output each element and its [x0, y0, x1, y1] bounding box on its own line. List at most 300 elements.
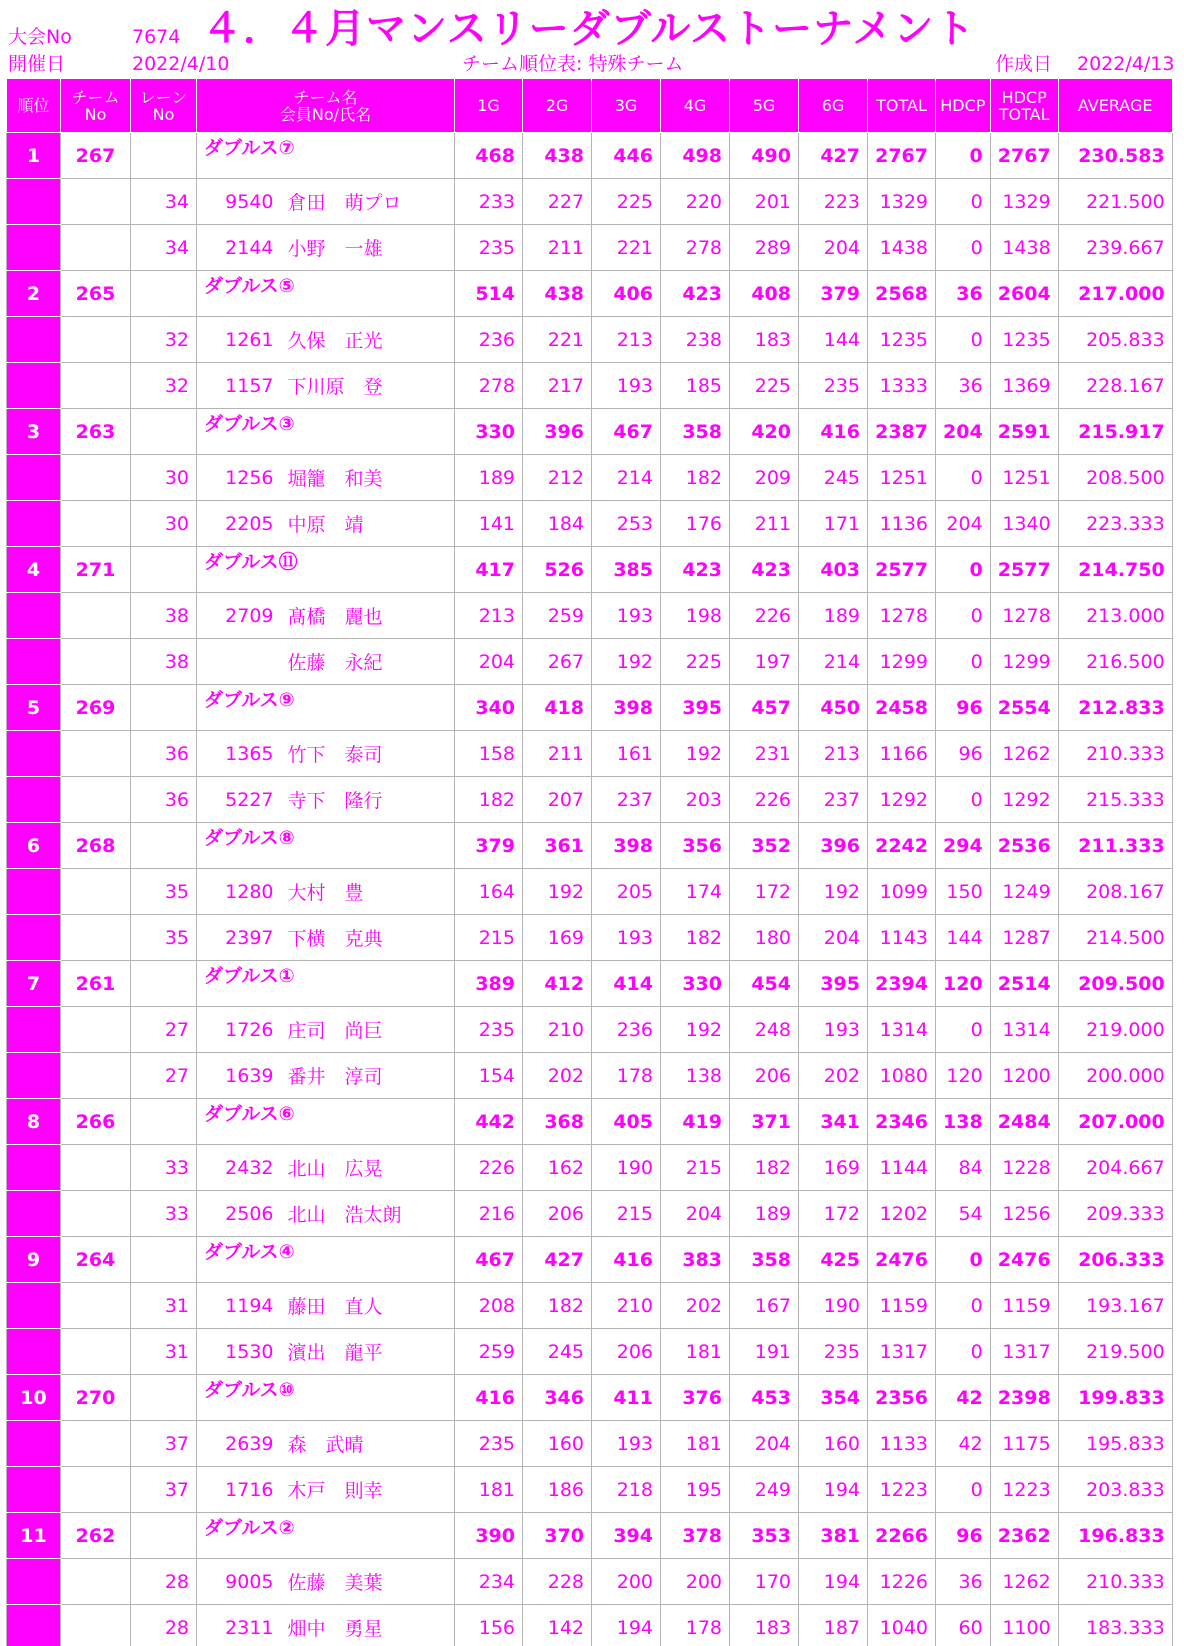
- average-cell: 204.667: [1058, 1145, 1172, 1191]
- game-5-cell: 352: [730, 823, 799, 869]
- game-6-cell: 189: [799, 593, 868, 639]
- rank-cell: [7, 1421, 61, 1467]
- header-row: [7, 79, 1173, 133]
- team-no-cell: [61, 501, 131, 547]
- game-6-cell: 450: [799, 685, 868, 731]
- game-3-cell: 210: [592, 1283, 661, 1329]
- rank-cell: 6: [7, 823, 61, 869]
- game-1-cell: 236: [455, 317, 523, 363]
- rank-cell: 5: [7, 685, 61, 731]
- total-cell: 2356: [868, 1375, 936, 1421]
- team-no-cell: 268: [61, 823, 131, 869]
- hdcp-total-cell: 1223: [990, 1467, 1058, 1513]
- col-g6: 6G: [799, 79, 868, 133]
- game-4-cell: 181: [661, 1329, 730, 1375]
- hdcp-cell: 150: [936, 869, 991, 915]
- game-4-cell: 202: [661, 1283, 730, 1329]
- game-3-cell: 405: [592, 1099, 661, 1145]
- game-3-cell: 237: [592, 777, 661, 823]
- average-cell: 207.000: [1058, 1099, 1172, 1145]
- member-row: [7, 1283, 1173, 1329]
- game-2-cell: 202: [523, 1053, 592, 1099]
- col-lane-no: レーン No: [131, 79, 197, 133]
- hdcp-total-cell: 2767: [990, 133, 1058, 179]
- hdcp-total-cell: 1314: [990, 1007, 1058, 1053]
- member-no-cell: 1157: [197, 363, 281, 409]
- team-name-cell: ダブルス④: [197, 1237, 455, 1283]
- team-row: [7, 1375, 1173, 1421]
- game-4-cell: 200: [661, 1559, 730, 1605]
- member-no-cell: 2432: [197, 1145, 281, 1191]
- lane-cell: [131, 961, 197, 1007]
- game-6-cell: 169: [799, 1145, 868, 1191]
- game-2-cell: 267: [523, 639, 592, 685]
- game-5-cell: 371: [730, 1099, 799, 1145]
- game-3-cell: 161: [592, 731, 661, 777]
- total-cell: 2346: [868, 1099, 936, 1145]
- team-no-cell: [61, 1191, 131, 1237]
- game-2-cell: 245: [523, 1329, 592, 1375]
- col-team-no: チーム No: [61, 79, 131, 133]
- game-5-cell: 183: [730, 1605, 799, 1646]
- member-row: [7, 639, 1173, 685]
- total-cell: 1202: [868, 1191, 936, 1237]
- hdcp-cell: 0: [936, 225, 991, 271]
- team-no-cell: [61, 1467, 131, 1513]
- member-no-cell: 1716: [197, 1467, 281, 1513]
- hdcp-cell: 0: [936, 1329, 991, 1375]
- game-6-cell: 395: [799, 961, 868, 1007]
- total-cell: 1144: [868, 1145, 936, 1191]
- lane-cell: 35: [131, 915, 197, 961]
- hdcp-cell: 96: [936, 1513, 991, 1559]
- total-cell: 1080: [868, 1053, 936, 1099]
- game-2-cell: 182: [523, 1283, 592, 1329]
- game-6-cell: 403: [799, 547, 868, 593]
- hdcp-total-cell: 1235: [990, 317, 1058, 363]
- game-2-cell: 438: [523, 133, 592, 179]
- team-no-cell: [61, 593, 131, 639]
- game-4-cell: 383: [661, 1237, 730, 1283]
- game-6-cell: 187: [799, 1605, 868, 1646]
- col-total: TOTAL: [868, 79, 936, 133]
- team-no-cell: 270: [61, 1375, 131, 1421]
- rank-cell: [7, 731, 61, 777]
- col-hdcp-total: HDCP TOTAL: [990, 79, 1058, 133]
- game-2-cell: 206: [523, 1191, 592, 1237]
- game-3-cell: 193: [592, 1421, 661, 1467]
- game-2-cell: 210: [523, 1007, 592, 1053]
- game-1-cell: 278: [455, 363, 523, 409]
- hdcp-total-cell: 2536: [990, 823, 1058, 869]
- hdcp-total-cell: 1262: [990, 731, 1058, 777]
- member-no-cell: 9540: [197, 179, 281, 225]
- game-3-cell: 416: [592, 1237, 661, 1283]
- game-2-cell: 217: [523, 363, 592, 409]
- total-cell: 2767: [868, 133, 936, 179]
- rank-cell: 8: [7, 1099, 61, 1145]
- total-cell: 1143: [868, 915, 936, 961]
- rank-cell: [7, 225, 61, 271]
- rank-cell: 10: [7, 1375, 61, 1421]
- lane-cell: 30: [131, 501, 197, 547]
- game-4-cell: 185: [661, 363, 730, 409]
- game-6-cell: 354: [799, 1375, 868, 1421]
- member-name-cell: 下横 克典: [281, 915, 455, 961]
- member-no-cell: 2205: [197, 501, 281, 547]
- team-no-cell: 262: [61, 1513, 131, 1559]
- team-row: [7, 133, 1173, 179]
- lane-cell: [131, 1513, 197, 1559]
- lane-cell: 34: [131, 179, 197, 225]
- game-2-cell: 368: [523, 1099, 592, 1145]
- game-2-cell: 438: [523, 271, 592, 317]
- lane-cell: [131, 547, 197, 593]
- hdcp-cell: 294: [936, 823, 991, 869]
- average-cell: 223.333: [1058, 501, 1172, 547]
- col-g1: 1G: [455, 79, 523, 133]
- average-cell: 203.833: [1058, 1467, 1172, 1513]
- game-1-cell: 164: [455, 869, 523, 915]
- hdcp-total-cell: 1317: [990, 1329, 1058, 1375]
- total-cell: 1278: [868, 593, 936, 639]
- tournament-no-label: 大会No: [8, 26, 72, 48]
- average-cell: 213.000: [1058, 593, 1172, 639]
- col-rank: 順位: [7, 79, 61, 133]
- member-row: [7, 915, 1173, 961]
- average-cell: 210.333: [1058, 1559, 1172, 1605]
- game-4-cell: 182: [661, 915, 730, 961]
- game-1-cell: 379: [455, 823, 523, 869]
- member-row: [7, 225, 1173, 271]
- game-1-cell: 234: [455, 1559, 523, 1605]
- total-cell: 2458: [868, 685, 936, 731]
- member-no-cell: 5227: [197, 777, 281, 823]
- average-cell: 206.333: [1058, 1237, 1172, 1283]
- game-4-cell: 198: [661, 593, 730, 639]
- member-no-cell: 2144: [197, 225, 281, 271]
- member-row: [7, 593, 1173, 639]
- col-g3: 3G: [592, 79, 661, 133]
- game-5-cell: 182: [730, 1145, 799, 1191]
- game-3-cell: 406: [592, 271, 661, 317]
- game-1-cell: 182: [455, 777, 523, 823]
- game-4-cell: 192: [661, 731, 730, 777]
- rank-cell: 4: [7, 547, 61, 593]
- game-6-cell: 194: [799, 1559, 868, 1605]
- created-label: 作成日: [995, 53, 1053, 75]
- hdcp-cell: 42: [936, 1421, 991, 1467]
- lane-cell: [131, 823, 197, 869]
- average-cell: 221.500: [1058, 179, 1172, 225]
- team-no-cell: [61, 777, 131, 823]
- average-cell: 196.833: [1058, 1513, 1172, 1559]
- team-no-cell: [61, 1007, 131, 1053]
- game-6-cell: 192: [799, 869, 868, 915]
- game-2-cell: 221: [523, 317, 592, 363]
- game-4-cell: 182: [661, 455, 730, 501]
- hdcp-total-cell: 1329: [990, 179, 1058, 225]
- lane-cell: 30: [131, 455, 197, 501]
- game-5-cell: 423: [730, 547, 799, 593]
- average-cell: 205.833: [1058, 317, 1172, 363]
- game-3-cell: 218: [592, 1467, 661, 1513]
- team-row: [7, 1513, 1173, 1559]
- col-g2: 2G: [523, 79, 592, 133]
- rank-cell: 11: [7, 1513, 61, 1559]
- game-3-cell: 192: [592, 639, 661, 685]
- rank-cell: [7, 455, 61, 501]
- member-row: [7, 869, 1173, 915]
- total-cell: 1292: [868, 777, 936, 823]
- member-name-cell: 中原 靖: [281, 501, 455, 547]
- hdcp-total-cell: 1262: [990, 1559, 1058, 1605]
- hdcp-total-cell: 1249: [990, 869, 1058, 915]
- average-cell: 228.167: [1058, 363, 1172, 409]
- total-cell: 2394: [868, 961, 936, 1007]
- hdcp-total-cell: 1100: [990, 1605, 1058, 1646]
- game-3-cell: 194: [592, 1605, 661, 1646]
- total-cell: 2476: [868, 1237, 936, 1283]
- game-3-cell: 394: [592, 1513, 661, 1559]
- hdcp-total-cell: 1299: [990, 639, 1058, 685]
- team-no-cell: [61, 1145, 131, 1191]
- member-row: [7, 1053, 1173, 1099]
- game-4-cell: 423: [661, 547, 730, 593]
- game-2-cell: 160: [523, 1421, 592, 1467]
- game-5-cell: 231: [730, 731, 799, 777]
- team-name-cell: ダブルス①: [197, 961, 455, 1007]
- game-6-cell: 194: [799, 1467, 868, 1513]
- game-2-cell: 412: [523, 961, 592, 1007]
- team-name-cell: ダブルス②: [197, 1513, 455, 1559]
- game-4-cell: 356: [661, 823, 730, 869]
- member-row: [7, 731, 1173, 777]
- game-6-cell: 341: [799, 1099, 868, 1145]
- game-6-cell: 193: [799, 1007, 868, 1053]
- member-name-cell: 髙橋 麗也: [281, 593, 455, 639]
- average-cell: 239.667: [1058, 225, 1172, 271]
- game-1-cell: 340: [455, 685, 523, 731]
- lane-cell: 28: [131, 1559, 197, 1605]
- game-3-cell: 411: [592, 1375, 661, 1421]
- game-4-cell: 378: [661, 1513, 730, 1559]
- game-3-cell: 467: [592, 409, 661, 455]
- hdcp-total-cell: 1175: [990, 1421, 1058, 1467]
- rank-cell: [7, 1559, 61, 1605]
- game-4-cell: 376: [661, 1375, 730, 1421]
- lane-cell: 36: [131, 777, 197, 823]
- game-6-cell: 235: [799, 1329, 868, 1375]
- hdcp-cell: 96: [936, 685, 991, 731]
- member-no-cell: 2639: [197, 1421, 281, 1467]
- rank-cell: [7, 1007, 61, 1053]
- rank-cell: [7, 501, 61, 547]
- game-6-cell: 396: [799, 823, 868, 869]
- game-2-cell: 227: [523, 179, 592, 225]
- game-1-cell: 156: [455, 1605, 523, 1646]
- game-5-cell: 454: [730, 961, 799, 1007]
- member-no-cell: 1280: [197, 869, 281, 915]
- col-team-name: チーム名 会員No/氏名: [197, 79, 455, 133]
- rank-cell: 3: [7, 409, 61, 455]
- member-name-cell: 久保 正光: [281, 317, 455, 363]
- lane-cell: 36: [131, 731, 197, 777]
- game-1-cell: 226: [455, 1145, 523, 1191]
- game-5-cell: 172: [730, 869, 799, 915]
- hdcp-cell: 0: [936, 317, 991, 363]
- member-row: [7, 501, 1173, 547]
- game-6-cell: 160: [799, 1421, 868, 1467]
- hdcp-cell: 0: [936, 639, 991, 685]
- game-2-cell: 169: [523, 915, 592, 961]
- game-1-cell: 467: [455, 1237, 523, 1283]
- hdcp-cell: 0: [936, 777, 991, 823]
- game-3-cell: 414: [592, 961, 661, 1007]
- game-2-cell: 186: [523, 1467, 592, 1513]
- hdcp-total-cell: 2591: [990, 409, 1058, 455]
- rank-cell: [7, 777, 61, 823]
- average-cell: 208.167: [1058, 869, 1172, 915]
- hdcp-total-cell: 1340: [990, 501, 1058, 547]
- total-cell: 1166: [868, 731, 936, 777]
- member-row: [7, 1007, 1173, 1053]
- average-cell: 211.333: [1058, 823, 1172, 869]
- total-cell: 2577: [868, 547, 936, 593]
- hdcp-cell: 0: [936, 593, 991, 639]
- game-2-cell: 207: [523, 777, 592, 823]
- game-5-cell: 490: [730, 133, 799, 179]
- game-4-cell: 220: [661, 179, 730, 225]
- game-6-cell: 204: [799, 225, 868, 271]
- hdcp-total-cell: 1251: [990, 455, 1058, 501]
- page-title: ４．４月マンスリーダブルストーナメント: [202, 6, 976, 52]
- member-name-cell: 小野 一雄: [281, 225, 455, 271]
- game-1-cell: 235: [455, 1007, 523, 1053]
- total-cell: 1136: [868, 501, 936, 547]
- team-no-cell: 267: [61, 133, 131, 179]
- average-cell: 214.750: [1058, 547, 1172, 593]
- game-4-cell: 204: [661, 1191, 730, 1237]
- game-4-cell: 423: [661, 271, 730, 317]
- total-cell: 1133: [868, 1421, 936, 1467]
- game-4-cell: 498: [661, 133, 730, 179]
- game-4-cell: 330: [661, 961, 730, 1007]
- game-1-cell: 158: [455, 731, 523, 777]
- team-no-cell: [61, 455, 131, 501]
- game-6-cell: 379: [799, 271, 868, 317]
- lane-cell: [131, 1099, 197, 1145]
- game-4-cell: 419: [661, 1099, 730, 1145]
- member-name-cell: 藤田 直人: [281, 1283, 455, 1329]
- game-3-cell: 253: [592, 501, 661, 547]
- game-5-cell: 353: [730, 1513, 799, 1559]
- team-name-cell: ダブルス⑨: [197, 685, 455, 731]
- team-ranking-table: [6, 78, 1173, 1646]
- game-1-cell: 181: [455, 1467, 523, 1513]
- lane-cell: 33: [131, 1145, 197, 1191]
- rank-cell: 7: [7, 961, 61, 1007]
- hdcp-cell: 0: [936, 179, 991, 225]
- game-4-cell: 278: [661, 225, 730, 271]
- game-4-cell: 358: [661, 409, 730, 455]
- rank-cell: [7, 1329, 61, 1375]
- game-1-cell: 468: [455, 133, 523, 179]
- team-no-cell: 266: [61, 1099, 131, 1145]
- hdcp-total-cell: 1369: [990, 363, 1058, 409]
- game-3-cell: 200: [592, 1559, 661, 1605]
- date-label: 開催日: [8, 53, 66, 75]
- hdcp-cell: 0: [936, 1467, 991, 1513]
- member-no-cell: 2709: [197, 593, 281, 639]
- game-6-cell: 171: [799, 501, 868, 547]
- game-1-cell: 204: [455, 639, 523, 685]
- team-no-cell: 265: [61, 271, 131, 317]
- game-2-cell: 427: [523, 1237, 592, 1283]
- table-title: チーム順位表: 特殊チーム: [462, 53, 684, 75]
- tournament-no: 7674: [132, 26, 181, 48]
- game-2-cell: 228: [523, 1559, 592, 1605]
- team-name-cell: ダブルス⑥: [197, 1099, 455, 1145]
- hdcp-cell: 36: [936, 1559, 991, 1605]
- rank-cell: [7, 1467, 61, 1513]
- team-no-cell: [61, 1283, 131, 1329]
- game-1-cell: 417: [455, 547, 523, 593]
- team-no-cell: [61, 363, 131, 409]
- member-row: [7, 1329, 1173, 1375]
- team-row: [7, 271, 1173, 317]
- game-6-cell: 427: [799, 133, 868, 179]
- member-no-cell: 1256: [197, 455, 281, 501]
- game-4-cell: 181: [661, 1421, 730, 1467]
- average-cell: 219.500: [1058, 1329, 1172, 1375]
- lane-cell: 35: [131, 869, 197, 915]
- col-hdcp: HDCP: [936, 79, 991, 133]
- total-cell: 1314: [868, 1007, 936, 1053]
- rank-cell: 1: [7, 133, 61, 179]
- rank-cell: [7, 593, 61, 639]
- lane-cell: [131, 685, 197, 731]
- member-name-cell: 北山 浩太朗: [281, 1191, 455, 1237]
- hdcp-cell: 0: [936, 1283, 991, 1329]
- member-row: [7, 1559, 1173, 1605]
- game-2-cell: 142: [523, 1605, 592, 1646]
- average-cell: 219.000: [1058, 1007, 1172, 1053]
- game-2-cell: 361: [523, 823, 592, 869]
- total-cell: 1329: [868, 179, 936, 225]
- game-5-cell: 201: [730, 179, 799, 225]
- game-4-cell: 192: [661, 1007, 730, 1053]
- team-no-cell: [61, 1605, 131, 1646]
- team-row: [7, 1099, 1173, 1145]
- game-5-cell: 170: [730, 1559, 799, 1605]
- average-cell: 216.500: [1058, 639, 1172, 685]
- created-date: 2022/4/13: [1077, 53, 1175, 75]
- hdcp-cell: 0: [936, 133, 991, 179]
- hdcp-total-cell: 1287: [990, 915, 1058, 961]
- member-name-cell: 佐藤 永紀: [281, 639, 455, 685]
- game-6-cell: 245: [799, 455, 868, 501]
- game-3-cell: 236: [592, 1007, 661, 1053]
- game-3-cell: 178: [592, 1053, 661, 1099]
- member-no-cell: 1530: [197, 1329, 281, 1375]
- member-name-cell: 大村 豊: [281, 869, 455, 915]
- game-1-cell: 390: [455, 1513, 523, 1559]
- hdcp-cell: 144: [936, 915, 991, 961]
- hdcp-total-cell: 1200: [990, 1053, 1058, 1099]
- member-name-cell: 濱出 龍平: [281, 1329, 455, 1375]
- lane-cell: 33: [131, 1191, 197, 1237]
